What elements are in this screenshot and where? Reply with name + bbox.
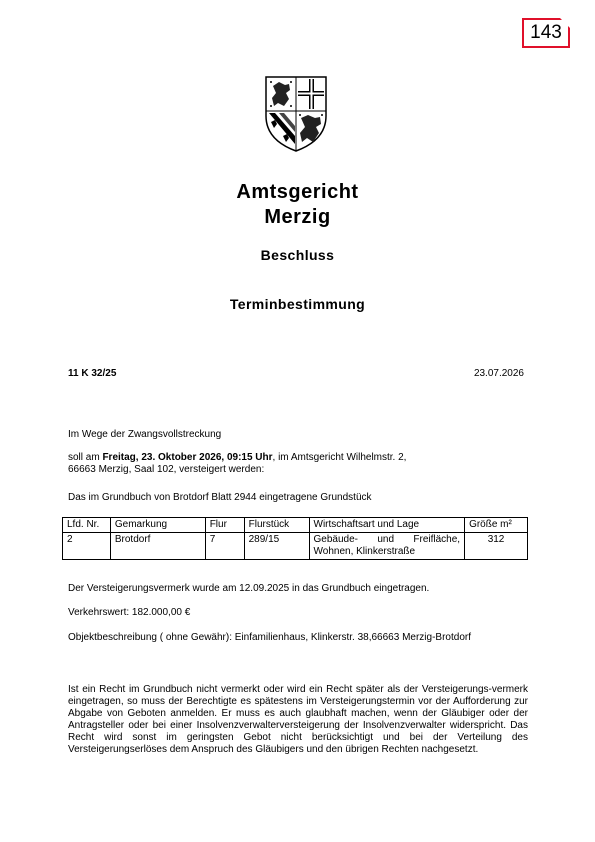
auction-location-line2: 66663 Merzig, Saal 102, versteigert werden: xyxy=(68,464,265,475)
coat-of-arms-icon xyxy=(265,76,327,152)
court-name xyxy=(0,180,595,230)
objektbeschreibung-text: Objektbeschreibung ( ohne Gewähr): Einfamilienhaus, Klinkerstr. 38,66663 Merzig-Brotdorf xyxy=(68,632,471,643)
header-wirtschaftsart: Wirtschaftsart und Lage xyxy=(309,518,465,533)
auction-datetime: Freitag, 23. Oktober 2026, 09:15 Uhr xyxy=(102,452,273,463)
header-flurstueck: Flurstück xyxy=(244,518,309,533)
auction-location-line1: , im Amtsgericht Wilhelmstr. 2, xyxy=(272,452,407,463)
document-type: Beschluss xyxy=(260,247,335,263)
table-row xyxy=(63,533,528,560)
verkehrswert-text: Verkehrswert: 182.000,00 € xyxy=(68,607,191,618)
property-intro: Das im Grundbuch von Brotdorf Blatt 2944 eingetragene Grundstück xyxy=(68,492,372,503)
page-number-badge: 143 xyxy=(522,18,570,48)
document-date: 23.07.2026 xyxy=(473,368,524,379)
cell-wirtschaftsart-line1: Gebäude- und Freifläche, xyxy=(313,534,461,545)
intro-text: Im Wege der Zwangsvollstreckung xyxy=(68,429,222,440)
property-table xyxy=(62,517,528,560)
table-header-row xyxy=(63,518,528,533)
cell-flurstueck: 289/15 xyxy=(244,533,309,560)
court-name-line2: Merzig xyxy=(264,206,331,228)
cell-gemarkung: Brotdorf xyxy=(110,533,205,560)
cell-wirtschaftsart xyxy=(309,533,465,560)
vermerk-text: Der Versteigerungsvermerk wurde am 12.09.2025 in das Grundbuch eingetragen. xyxy=(68,583,430,594)
notice-text: Ist ein Recht im Grundbuch nicht vermerkt oder wird ein Recht später als der Versteigerungs-vermerk eingetragen, so muss der Berechtigte es spätestens im Versteigerungstermin vor der Aufforderung zur Abgabe von Geboten anmelden. Er muss es auch glaubhaft machen, wenn der Gläubiger oder der Antragsteller oder bei einer Insolvenzverwalterversteigerung der Insolvenzverwalter widerspricht. Das Recht wird sonst im geringsten Gebot nicht berücksichtigt und bei der Verteilung des Versteigerungserlöses dem Anspruch des Gläubigers und den übrigen Rechten nachgesetzt. xyxy=(68,684,528,755)
cell-groesse: 312 xyxy=(465,533,528,560)
cell-lfd-nr: 2 xyxy=(63,533,111,560)
header-flur: Flur xyxy=(205,518,244,533)
document-subject: Terminbestimmung xyxy=(229,296,366,312)
auction-details xyxy=(68,452,528,476)
cell-wirtschaftsart-line2: Wohnen, Klinkerstraße xyxy=(313,546,416,557)
cell-flur: 7 xyxy=(205,533,244,560)
court-name-line1: Amtsgericht xyxy=(236,181,359,203)
header-gemarkung: Gemarkung xyxy=(110,518,205,533)
auction-prefix: soll am xyxy=(68,452,103,463)
header-groesse: Größe m² xyxy=(465,518,528,533)
header-lfd-nr: Lfd. Nr. xyxy=(63,518,111,533)
case-number: 11 K 32/25 xyxy=(68,368,117,379)
